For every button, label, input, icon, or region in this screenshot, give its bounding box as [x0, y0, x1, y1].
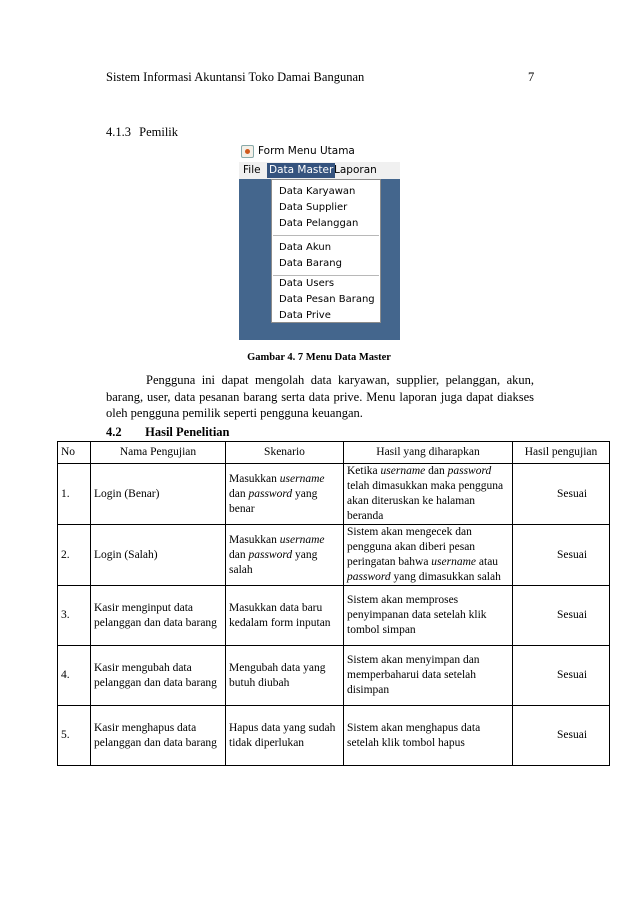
table-row [58, 464, 610, 525]
cell-skenario: Masukkan username dan password yang benar [226, 464, 344, 525]
body-paragraph: Pengguna ini dapat mengolah data karyawan, supplier, pelanggan, akun, barang, user, data pesanan barang serta data prive. Menu laporan juga dapat diakses oleh pengguna pemilik seperti pengguna keuangan. [106, 373, 534, 420]
cell-hasil-pengujian: Sesuai [513, 586, 610, 646]
cell-nama-pengujian: Login (Salah) [91, 525, 226, 586]
menu-separator [273, 235, 379, 236]
window-title: Form Menu Utama [258, 145, 355, 157]
cell-no: 4. [58, 646, 91, 706]
menu-screenshot [239, 143, 400, 340]
section-heading-4-1-3 [106, 125, 178, 140]
window-titlebar [239, 143, 400, 162]
table-row [58, 706, 610, 766]
cell-nama-pengujian: Kasir menghapus data pelanggan dan data barang [91, 706, 226, 766]
menubar [239, 162, 400, 179]
menu-item-data-prive[interactable]: Data Prive [279, 310, 331, 321]
column-header-nama-pengujian: Nama Pengujian [91, 442, 226, 464]
section-heading-4-2 [106, 425, 230, 440]
menu-data-master[interactable]: Data Master [269, 164, 334, 176]
column-header-skenario: Skenario [226, 442, 344, 464]
table-row [58, 646, 610, 706]
cell-no: 3. [58, 586, 91, 646]
column-header-no: No [58, 442, 91, 464]
section-title: Pemilik [139, 125, 179, 139]
cell-nama-pengujian: Kasir mengubah data pelanggan dan data barang [91, 646, 226, 706]
table-header-row [58, 442, 610, 464]
menu-separator [273, 275, 379, 276]
cell-hasil-diharapkan: Sistem akan menyimpan dan memperbaharui data setelah disimpan [344, 646, 513, 706]
section-number: 4.1.3 [106, 125, 131, 139]
cell-skenario: Masukkan username dan password yang salah [226, 525, 344, 586]
menu-file[interactable]: File [243, 164, 261, 176]
menu-laporan[interactable]: Laporan [334, 164, 377, 176]
data-master-dropdown [271, 179, 381, 323]
menu-item-data-supplier[interactable]: Data Supplier [279, 202, 348, 213]
cell-no: 5. [58, 706, 91, 766]
cell-hasil-diharapkan: Sistem akan memproses penyimpanan data setelah klik tombol simpan [344, 586, 513, 646]
cell-skenario: Hapus data yang sudah tidak diperlukan [226, 706, 344, 766]
menu-item-data-barang[interactable]: Data Barang [279, 258, 342, 269]
cell-hasil-pengujian: Sesuai [513, 525, 610, 586]
menu-item-data-karyawan[interactable]: Data Karyawan [279, 186, 356, 197]
java-cup-icon [241, 145, 254, 158]
cell-hasil-pengujian: Sesuai [513, 464, 610, 525]
cell-skenario: Masukkan data baru kedalam form inputan [226, 586, 344, 646]
running-header-title: Sistem Informasi Akuntansi Toko Damai Bangunan [106, 70, 365, 84]
test-results-table [57, 441, 610, 766]
section-title: Hasil Penelitian [145, 425, 230, 439]
menu-item-data-pelanggan[interactable]: Data Pelanggan [279, 218, 359, 229]
section-number: 4.2 [106, 425, 122, 439]
cell-no: 2. [58, 525, 91, 586]
figure-caption: Gambar 4. 7 Menu Data Master [247, 352, 391, 363]
cell-hasil-diharapkan: Ketika username dan password telah dimasukkan maka pengguna akan diteruskan ke halaman beranda [344, 464, 513, 525]
column-header-hasil-diharapkan: Hasil yang diharapkan [344, 442, 513, 464]
cell-nama-pengujian: Kasir menginput data pelanggan dan data barang [91, 586, 226, 646]
cell-hasil-pengujian: Sesuai [513, 706, 610, 766]
cell-nama-pengujian: Login (Benar) [91, 464, 226, 525]
menu-item-data-akun[interactable]: Data Akun [279, 242, 332, 253]
menu-item-data-users[interactable]: Data Users [279, 278, 335, 289]
cell-no: 1. [58, 464, 91, 525]
menu-item-data-pesan-barang[interactable]: Data Pesan Barang [279, 294, 375, 305]
cell-hasil-pengujian: Sesuai [513, 646, 610, 706]
cell-skenario: Mengubah data yang butuh diubah [226, 646, 344, 706]
column-header-hasil-pengujian: Hasil pengujian [513, 442, 610, 464]
table-row [58, 586, 610, 646]
cell-hasil-diharapkan: Sistem akan mengecek dan pengguna akan diberi pesan peringatan bahwa username atau password yang dimasukkan salah [344, 525, 513, 586]
cell-hasil-diharapkan: Sistem akan menghapus data setelah klik tombol hapus [344, 706, 513, 766]
page-number: 7 [528, 70, 535, 84]
table-row [58, 525, 610, 586]
